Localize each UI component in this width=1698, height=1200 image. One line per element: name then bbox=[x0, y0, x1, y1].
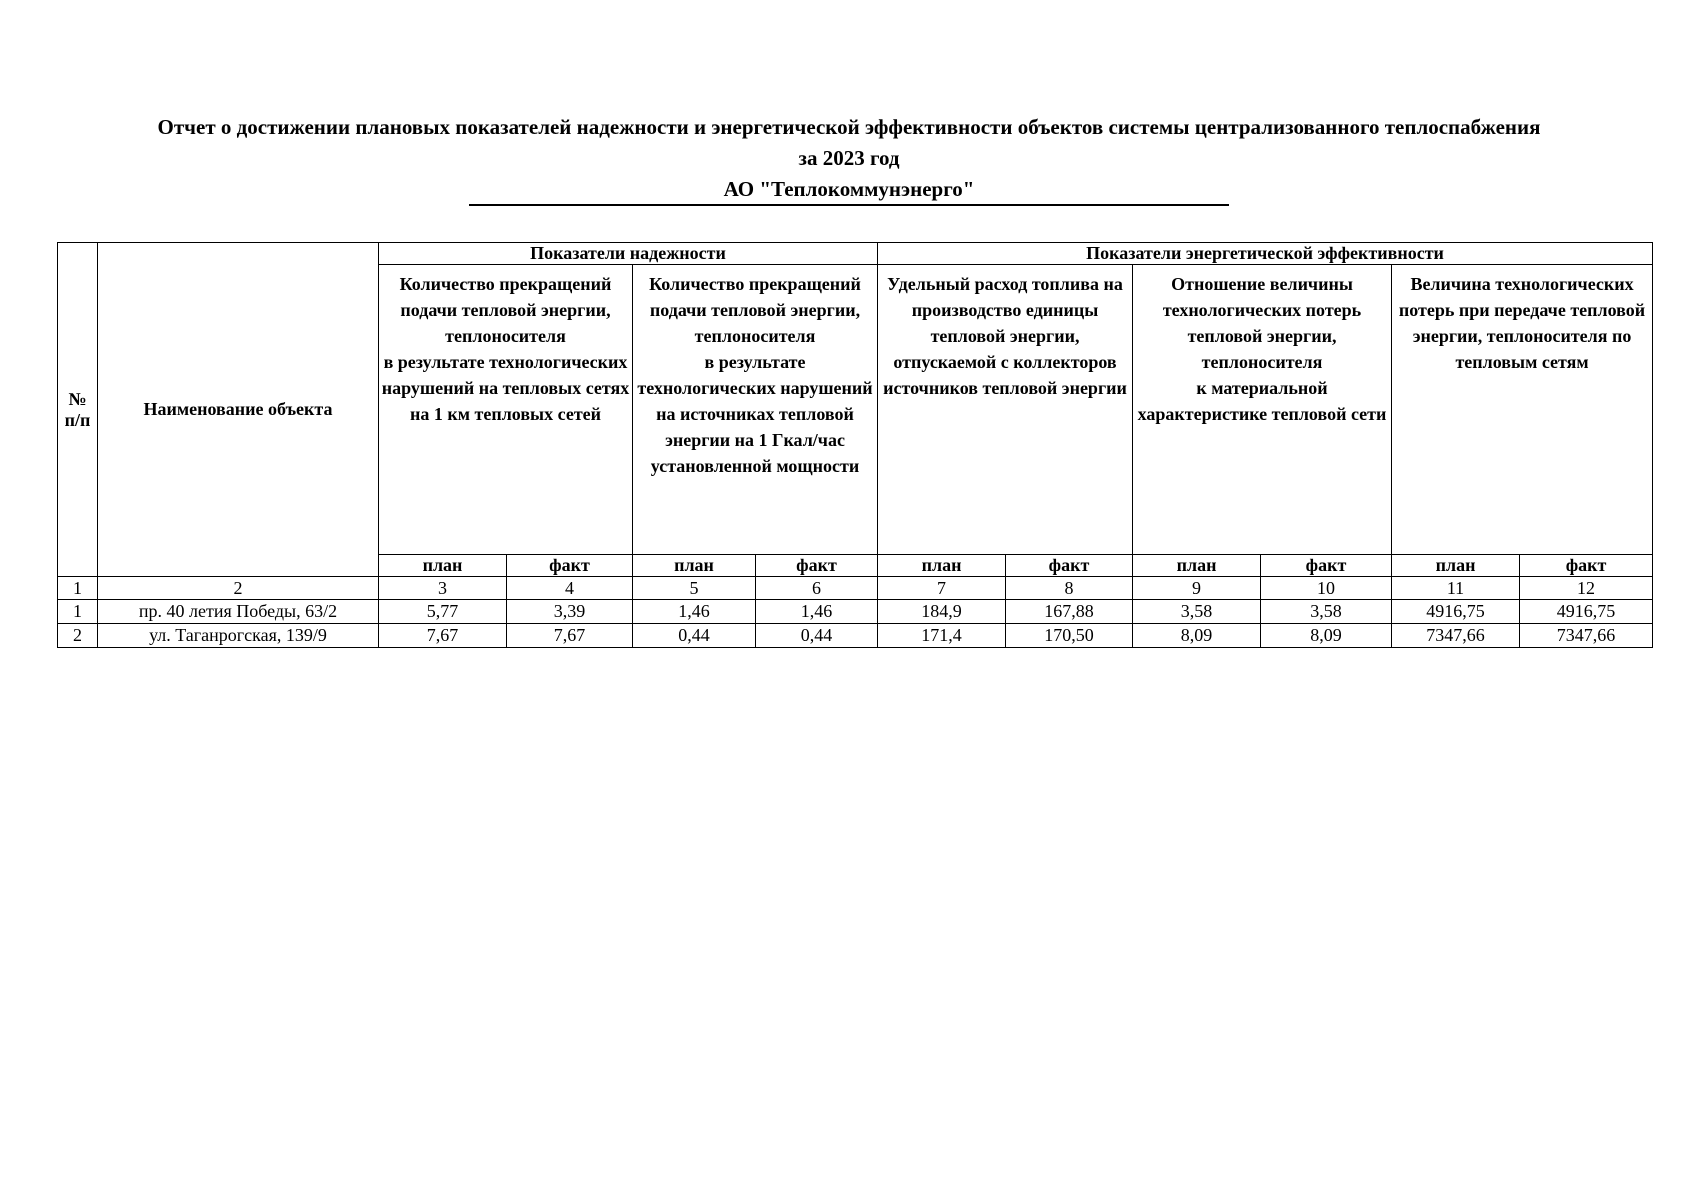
table-cell: 170,50 bbox=[1006, 624, 1133, 648]
column-number: 8 bbox=[1006, 577, 1133, 600]
table-cell: 4916,75 bbox=[1392, 600, 1520, 624]
column-number: 7 bbox=[878, 577, 1006, 600]
group-efficiency-header: Показатели энергетической эффективности bbox=[878, 243, 1653, 265]
col-num-header: № п/п bbox=[58, 243, 98, 577]
indicators-table bbox=[57, 242, 1653, 648]
table-cell: 7347,66 bbox=[1520, 624, 1653, 648]
report-title-block bbox=[0, 112, 1698, 206]
table-row bbox=[58, 600, 1653, 624]
table-cell: 167,88 bbox=[1006, 600, 1133, 624]
fact-header: факт bbox=[1006, 555, 1133, 577]
table-cell: 8,09 bbox=[1261, 624, 1392, 648]
plan-header: план bbox=[379, 555, 507, 577]
table-cell: 5,77 bbox=[379, 600, 507, 624]
organization-name: АО "Теплокоммунэнерго" bbox=[469, 175, 1229, 206]
table-cell: 3,58 bbox=[1261, 600, 1392, 624]
column-number: 11 bbox=[1392, 577, 1520, 600]
object-name: пр. 40 летия Победы, 63/2 bbox=[98, 600, 379, 624]
object-name: ул. Таганрогская, 139/9 bbox=[98, 624, 379, 648]
table-cell: 1,46 bbox=[633, 600, 756, 624]
fact-header: факт bbox=[1261, 555, 1392, 577]
column-number: 2 bbox=[98, 577, 379, 600]
table-cell: 7,67 bbox=[507, 624, 633, 648]
table-cell: 0,44 bbox=[633, 624, 756, 648]
table-cell: 1,46 bbox=[756, 600, 878, 624]
fact-header: факт bbox=[507, 555, 633, 577]
table-cell: 0,44 bbox=[756, 624, 878, 648]
report-title: Отчет о достижении плановых показателей надежности и энергетической эффективности объектов системы централизованного теплоспабжения bbox=[157, 115, 1541, 139]
indicator-header-4: Отношение величины технологических потерь тепловой энергии, теплоносителя к материальной характеристике тепловой сети bbox=[1133, 265, 1392, 555]
table-cell: 7347,66 bbox=[1392, 624, 1520, 648]
table-cell: 184,9 bbox=[878, 600, 1006, 624]
plan-header: план bbox=[878, 555, 1006, 577]
col-name-header: Наименование объекта bbox=[98, 243, 379, 577]
plan-header: план bbox=[633, 555, 756, 577]
column-number: 12 bbox=[1520, 577, 1653, 600]
plan-header: план bbox=[1133, 555, 1261, 577]
row-number: 1 bbox=[58, 600, 98, 624]
column-number-row bbox=[58, 577, 1653, 600]
table-cell: 8,09 bbox=[1133, 624, 1261, 648]
table-cell: 3,58 bbox=[1133, 600, 1261, 624]
column-number: 1 bbox=[58, 577, 98, 600]
column-number: 3 bbox=[379, 577, 507, 600]
table-cell: 3,39 bbox=[507, 600, 633, 624]
indicator-header-1: Количество прекращений подачи тепловой энергии, теплоносителя в результате технологических нарушений на тепловых сетях на 1 км тепловых сетей bbox=[379, 265, 633, 555]
table-row bbox=[58, 624, 1653, 648]
table-cell: 7,67 bbox=[379, 624, 507, 648]
group-reliability-header: Показатели надежности bbox=[379, 243, 878, 265]
column-number: 9 bbox=[1133, 577, 1261, 600]
column-number: 5 bbox=[633, 577, 756, 600]
fact-header: факт bbox=[1520, 555, 1653, 577]
column-number: 6 bbox=[756, 577, 878, 600]
plan-header: план bbox=[1392, 555, 1520, 577]
table-cell: 171,4 bbox=[878, 624, 1006, 648]
report-period: за 2023 год bbox=[798, 146, 900, 170]
indicator-header-3: Удельный расход топлива на производство единицы тепловой энергии, отпускаемой с коллекторов источников тепловой энергии bbox=[878, 265, 1133, 555]
indicator-header-5: Величина технологических потерь при передаче тепловой энергии, теплоносителя по тепловым сетям bbox=[1392, 265, 1653, 555]
table-cell: 4916,75 bbox=[1520, 600, 1653, 624]
indicator-header-2: Количество прекращений подачи тепловой энергии, теплоносителя в результате технологических нарушений на источниках тепловой энергии на 1 Гкал/час установленной мощности bbox=[633, 265, 878, 555]
row-number: 2 bbox=[58, 624, 98, 648]
fact-header: факт bbox=[756, 555, 878, 577]
column-number: 4 bbox=[507, 577, 633, 600]
column-number: 10 bbox=[1261, 577, 1392, 600]
